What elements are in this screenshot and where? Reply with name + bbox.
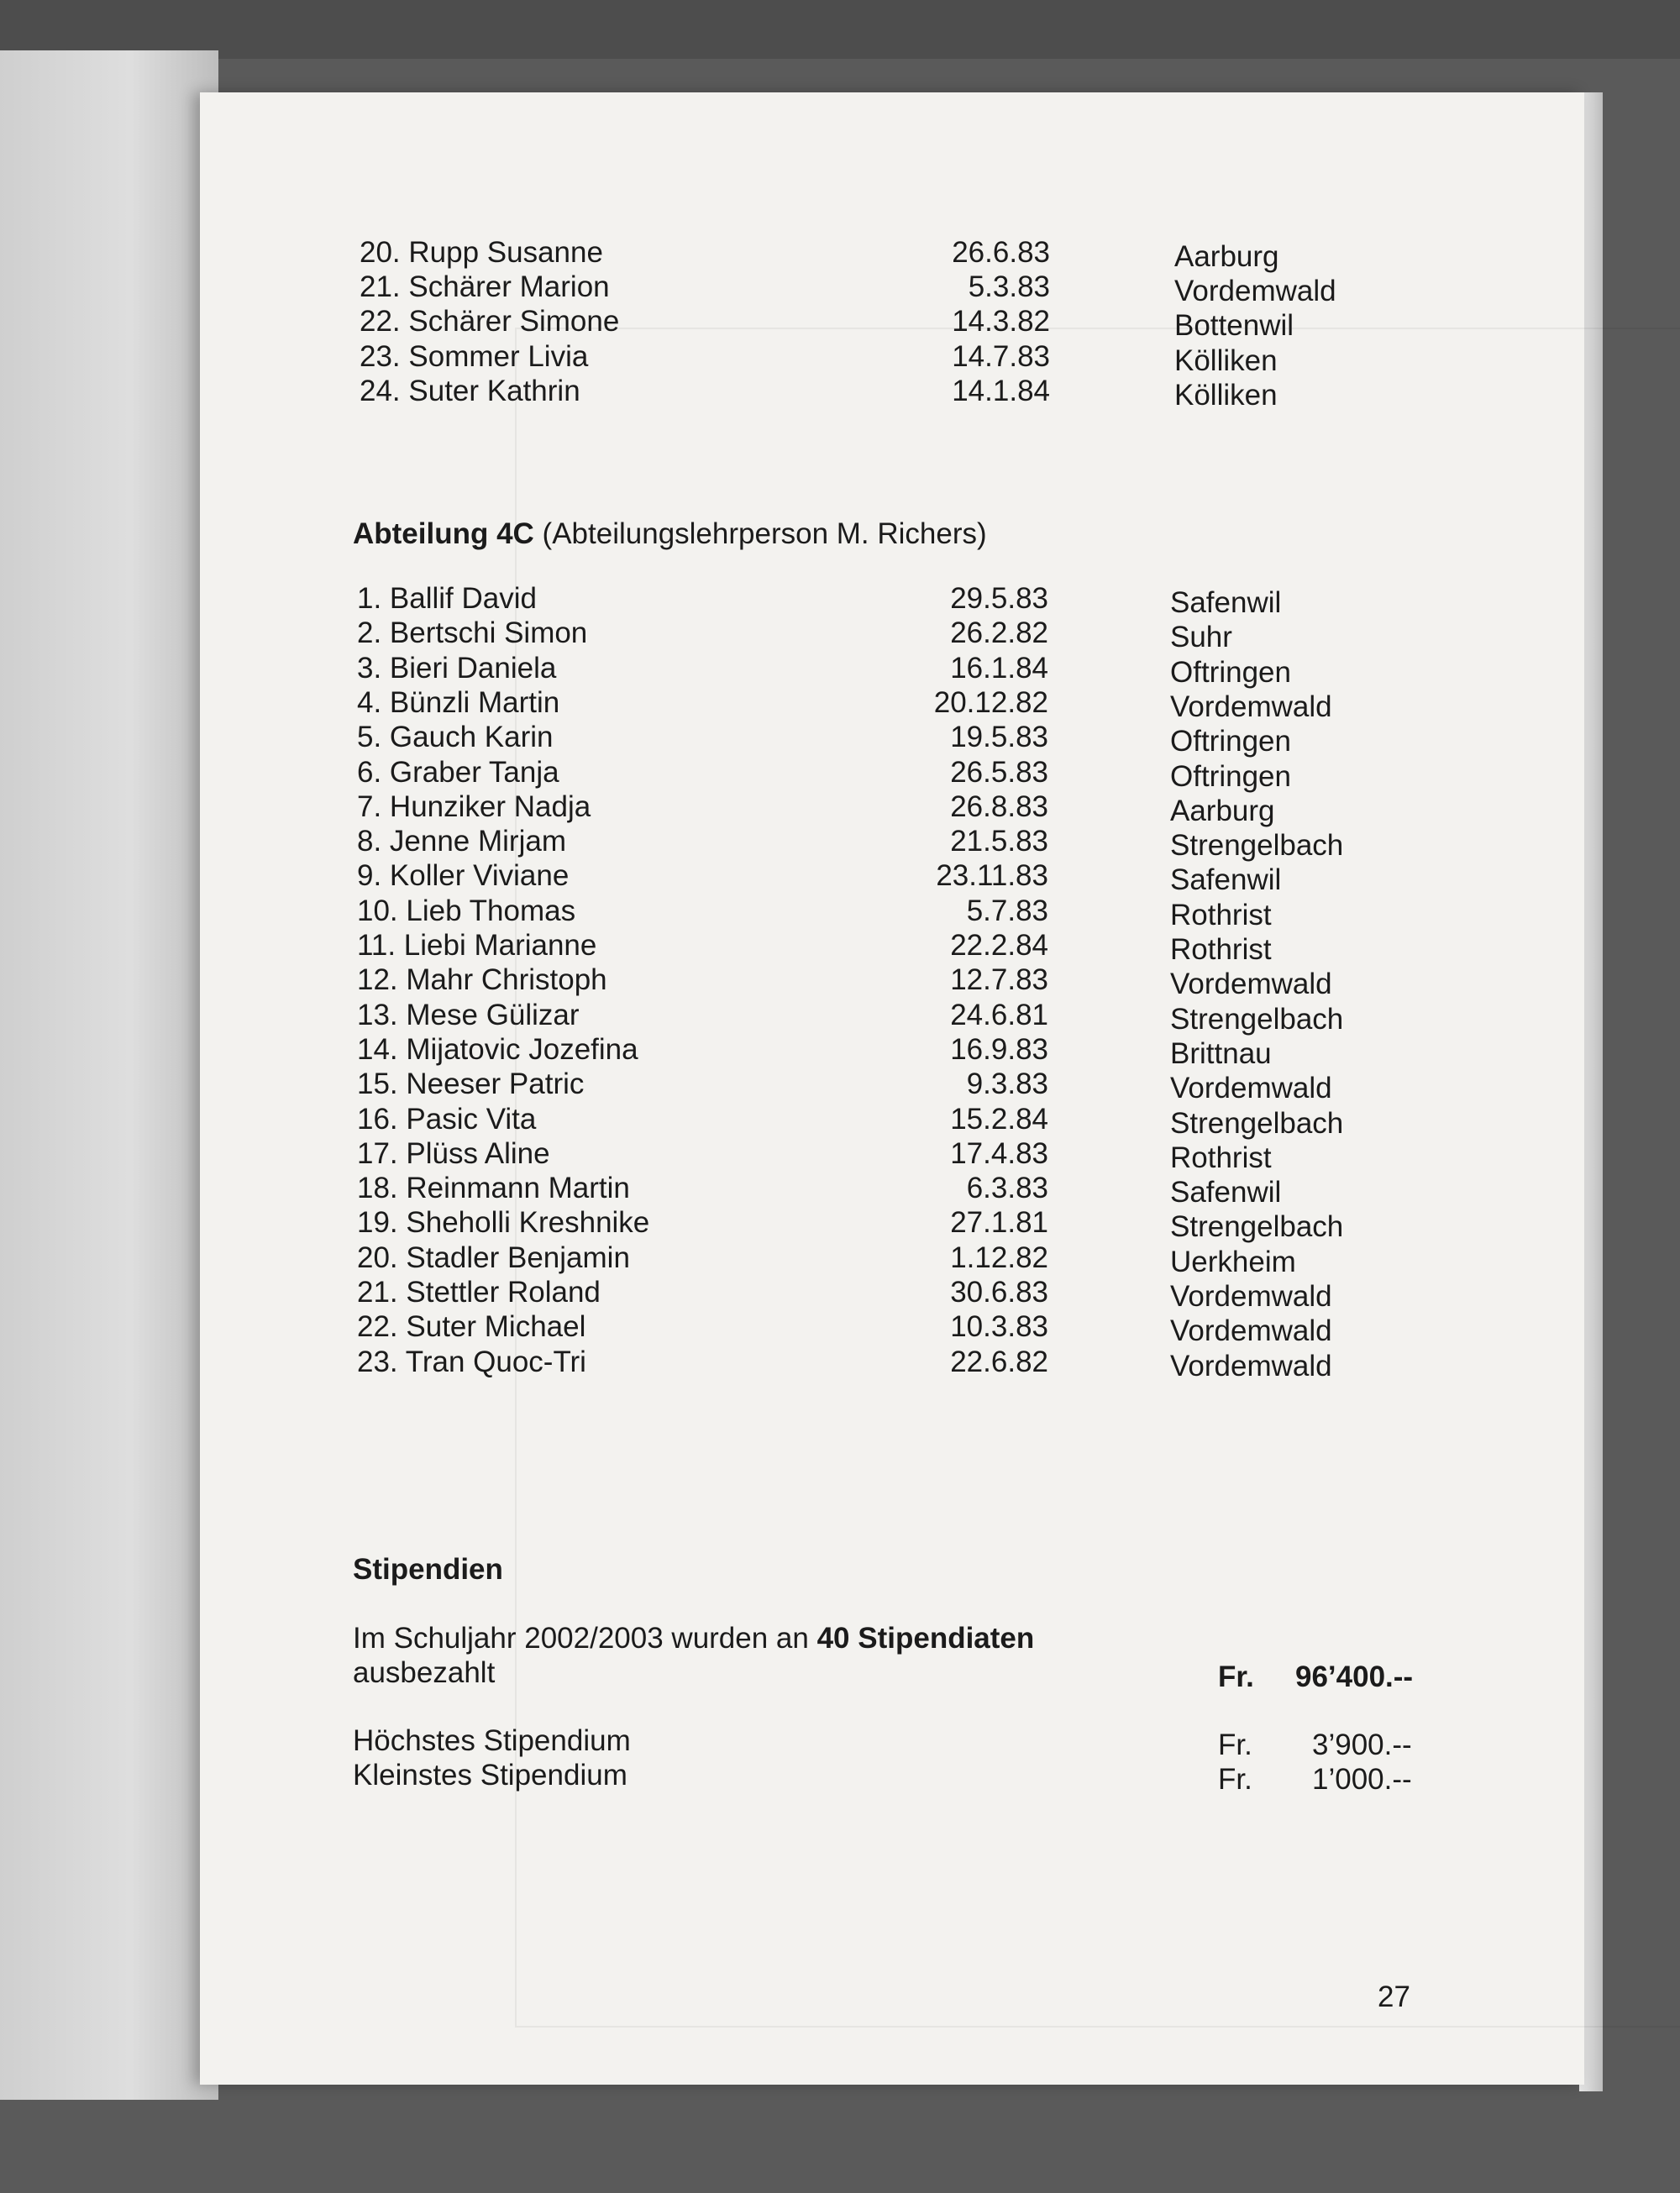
stipendien-line1-text: Im Schuljahr 2002/2003 wurden an — [353, 1622, 817, 1655]
max-stipend-currency: Fr. — [1218, 1729, 1252, 1761]
max-stipend-amount: 3’900.-- — [1312, 1729, 1412, 1761]
hometown: Rothrist — [1170, 898, 1272, 931]
birth-date: 24.6.81 — [950, 998, 1048, 1031]
scan-background — [0, 0, 1680, 59]
birth-date: 12.7.83 — [950, 963, 1048, 997]
hometown: Kölliken — [1174, 378, 1278, 412]
show-through-table — [515, 328, 1680, 2028]
birth-date: 16.9.83 — [950, 1032, 1048, 1066]
page-number: 27 — [1378, 1981, 1410, 2013]
hometown: Brittnau — [1170, 1036, 1272, 1070]
student-name: 21. Stettler Roland — [357, 1276, 601, 1309]
birth-date: 30.6.83 — [950, 1276, 1048, 1309]
hometown: Kölliken — [1174, 344, 1278, 377]
student-name: 20. Stadler Benjamin — [357, 1241, 630, 1274]
hometown: Oftringen — [1170, 725, 1291, 758]
birth-date: 26.6.83 — [952, 236, 1050, 269]
birth-date: 14.7.83 — [952, 339, 1050, 373]
section-4c-heading — [353, 517, 987, 551]
student-name: 8. Jenne Mirjam — [357, 825, 566, 858]
hometown: Oftringen — [1170, 759, 1291, 793]
hometown: Rothrist — [1170, 933, 1272, 966]
birth-date: 20.12.82 — [933, 685, 1048, 719]
min-stipend-amount: 1’000.-- — [1312, 1763, 1412, 1796]
birth-date: 5.3.83 — [968, 270, 1050, 304]
student-name: 3. Bieri Daniela — [357, 651, 557, 685]
student-name: 9. Koller Viviane — [357, 859, 570, 893]
section-4c-teacher: (Abteilungslehrperson M. Richers) — [533, 517, 987, 550]
student-name: 19. Sheholli Kreshnike — [357, 1206, 650, 1240]
hometown: Strengelbach — [1170, 829, 1344, 863]
birth-date: 22.6.82 — [950, 1345, 1048, 1378]
hometown: Vordemwald — [1170, 1314, 1332, 1348]
hometown: Strengelbach — [1170, 1210, 1344, 1244]
student-name: 13. Mese Gülizar — [357, 998, 580, 1031]
student-name: 4. Bünzli Martin — [357, 685, 560, 719]
min-stipend-currency: Fr. — [1218, 1763, 1252, 1796]
student-name: 5. Gauch Karin — [357, 721, 554, 754]
hometown: Vordemwald — [1170, 690, 1332, 723]
student-name: 20. Rupp Susanne — [360, 236, 603, 269]
birth-date: 15.2.84 — [950, 1102, 1048, 1136]
student-name: 21. Schärer Marion — [360, 270, 610, 304]
birth-date: 14.3.82 — [952, 305, 1050, 338]
stipendien-heading: Stipendien — [353, 1553, 503, 1586]
hometown: Safenwil — [1170, 586, 1282, 619]
hometown: Vordemwald — [1170, 1349, 1332, 1382]
student-name: 12. Mahr Christoph — [357, 963, 607, 997]
stipendien-count: 40 Stipendiaten — [816, 1622, 1035, 1655]
total-amount: 96’400.-- — [1295, 1660, 1414, 1693]
student-name: 6. Graber Tanja — [357, 755, 559, 789]
student-name: 11. Liebi Marianne — [357, 929, 597, 962]
hometown: Safenwil — [1170, 1176, 1282, 1209]
birth-date: 1.12.82 — [950, 1241, 1048, 1274]
hometown: Vordemwald — [1174, 275, 1336, 308]
birth-date: 10.3.83 — [950, 1310, 1048, 1344]
birth-date: 27.1.81 — [950, 1206, 1048, 1240]
birth-date: 17.4.83 — [950, 1136, 1048, 1170]
student-name: 17. Plüss Aline — [357, 1136, 550, 1170]
student-name: 23. Sommer Livia — [360, 339, 589, 373]
hometown: Aarburg — [1170, 794, 1275, 827]
student-name: 23. Tran Quoc-Tri — [357, 1345, 586, 1378]
birth-date: 22.2.84 — [950, 929, 1048, 962]
student-name: 14. Mijatovic Jozefina — [357, 1032, 638, 1066]
hometown: Oftringen — [1170, 655, 1291, 689]
hometown: Uerkheim — [1170, 1245, 1296, 1278]
hometown: Strengelbach — [1170, 1106, 1344, 1140]
student-name: 16. Pasic Vita — [357, 1102, 537, 1136]
birth-date: 6.3.83 — [966, 1172, 1048, 1205]
hometown: Vordemwald — [1170, 1072, 1332, 1105]
hometown: Rothrist — [1170, 1141, 1272, 1174]
min-stipend-label: Kleinstes Stipendium — [353, 1759, 627, 1792]
stipendien-line2: ausbezahlt — [353, 1656, 496, 1689]
birth-date: 26.8.83 — [950, 790, 1048, 823]
student-name: 22. Suter Michael — [357, 1310, 586, 1344]
student-name: 24. Suter Kathrin — [360, 374, 580, 407]
hometown: Vordemwald — [1170, 1280, 1332, 1313]
birth-date: 14.1.84 — [952, 374, 1050, 407]
hometown: Strengelbach — [1170, 1002, 1344, 1036]
hometown: Safenwil — [1170, 863, 1282, 897]
birth-date: 26.2.82 — [950, 616, 1048, 650]
hometown: Suhr — [1170, 621, 1232, 654]
birth-date: 5.7.83 — [966, 894, 1048, 927]
section-4c-title: Abteilung 4C — [353, 517, 534, 550]
student-name: 10. Lieb Thomas — [357, 894, 576, 927]
birth-date: 29.5.83 — [950, 582, 1048, 615]
total-currency: Fr. — [1218, 1660, 1254, 1693]
student-name: 22. Schärer Simone — [360, 305, 620, 338]
stipendien-line1 — [353, 1621, 1034, 1655]
student-name: 1. Ballif David — [357, 582, 537, 615]
student-name: 2. Bertschi Simon — [357, 616, 588, 650]
birth-date: 23.11.83 — [936, 859, 1048, 893]
birth-date: 9.3.83 — [966, 1068, 1048, 1101]
student-name: 15. Neeser Patric — [357, 1068, 585, 1101]
max-stipend-label: Höchstes Stipendium — [353, 1724, 631, 1757]
birth-date: 21.5.83 — [950, 825, 1048, 858]
birth-date: 16.1.84 — [950, 651, 1048, 685]
birth-date: 26.5.83 — [950, 755, 1048, 789]
birth-date: 19.5.83 — [950, 721, 1048, 754]
student-name: 7. Hunziker Nadja — [357, 790, 591, 823]
hometown: Bottenwil — [1174, 309, 1294, 343]
facing-page-edge — [0, 50, 218, 2100]
student-name: 18. Reinmann Martin — [357, 1172, 630, 1205]
hometown: Vordemwald — [1170, 968, 1332, 1001]
hometown: Aarburg — [1174, 240, 1279, 273]
